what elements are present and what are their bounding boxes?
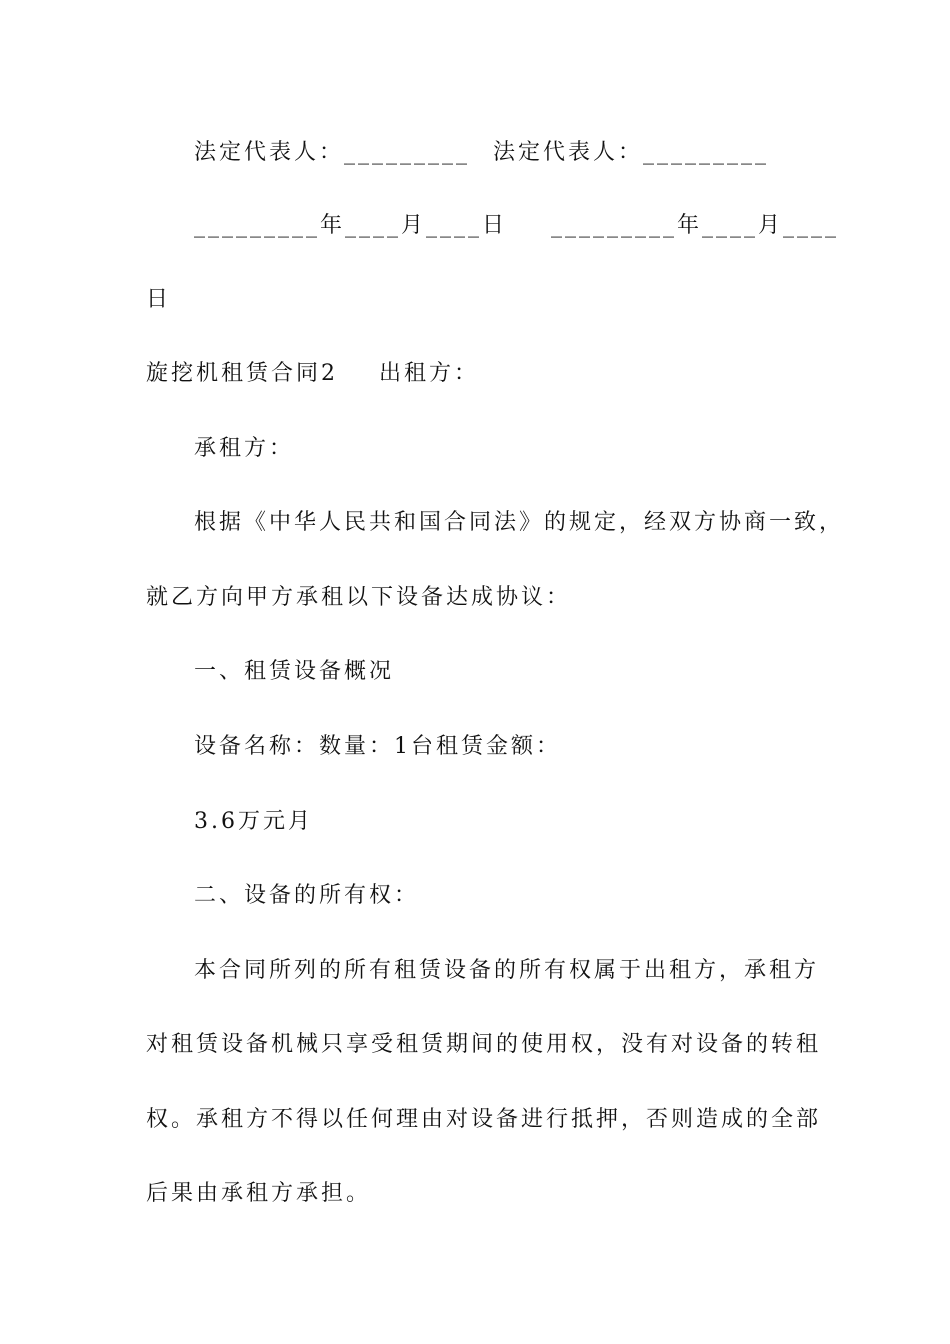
signature-date-row (194, 211, 840, 241)
section2-heading: 二、设备的所有权： (194, 883, 420, 908)
section2-paragraph-line2: 对租赁设备机械只享受租赁期间的使用权，没有对设备的转租 (146, 1032, 822, 1057)
left-legal-rep: 法定代表人：_________ (194, 140, 471, 165)
intro-line-1: 根据《中华人民共和国合同法》的规定，经双方协商一致， (194, 510, 845, 535)
right-date: _________年____月____ (551, 213, 840, 238)
section2-paragraph-line1: 本合同所列的所有租赁设备的所有权属于出租方，承租方 (194, 958, 820, 983)
intro-line-2: 就乙方向甲方承租以下设备达成协议： (146, 585, 572, 610)
section2-paragraph-line4: 后果由承租方承担。 (146, 1181, 372, 1206)
lessee-label: 承租方： (194, 436, 295, 461)
signature-rep-row (194, 138, 770, 168)
contract-title: 旋挖机租赁合同2 (146, 361, 338, 386)
section1-line1: 设备名称：数量：1台租赁金额： (194, 734, 561, 759)
right-legal-rep: 法定代表人：_________ (493, 140, 770, 165)
right-date-wrap: 日 (146, 287, 172, 312)
lessor-label: 出租方： (379, 361, 480, 386)
section2-paragraph-line3: 权。承租方不得以任何理由对设备进行抵押，否则造成的全部 (146, 1107, 822, 1132)
left-date: _________年____月____日 (194, 213, 508, 238)
section1-line2: 3.6万元月 (194, 809, 313, 834)
contract-title-row (146, 359, 480, 389)
section1-heading: 一、租赁设备概况 (194, 659, 395, 684)
